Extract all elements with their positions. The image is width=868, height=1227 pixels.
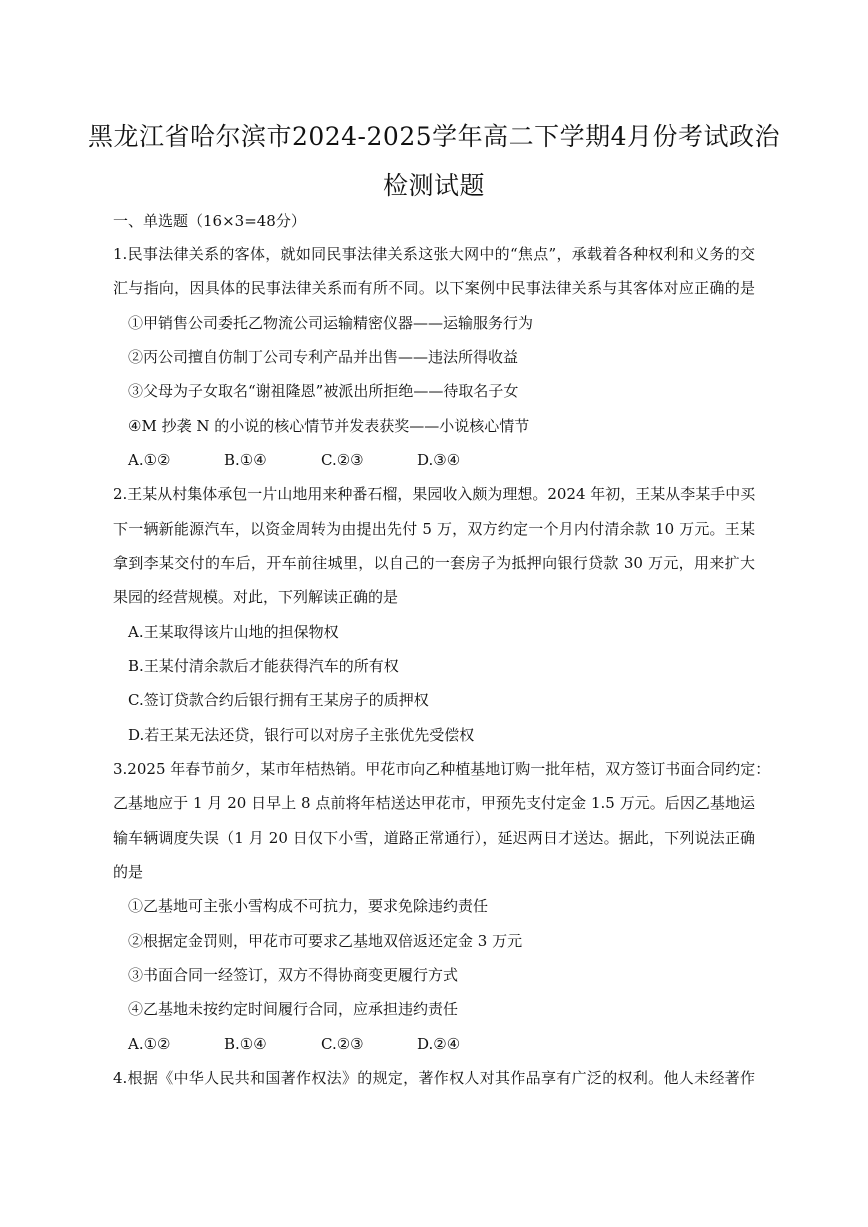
question-2-stem-line-3: 拿到李某交付的车后，开车前往城里，以自己的一套房子为抵押向银行贷款 30 万元，用来扩大	[113, 554, 755, 572]
question-3-item-4: ④乙基地未按约定时间履行合同，应承担违约责任	[128, 1000, 459, 1018]
question-3-item-1: ①乙基地可主张小雪构成不可抗力，要求免除违约责任	[128, 897, 489, 915]
question-1-item-4: ④M 抄袭 N 的小说的核心情节并发表获奖——小说核心情节	[128, 417, 530, 435]
page-title-line-2: 检测试题	[382, 171, 485, 200]
question-3-item-2: ②根据定金罚则，甲花市可要求乙基地双倍返还定金 3 万元	[128, 932, 523, 950]
question-1-item-2: ②丙公司擅自仿制丁公司专利产品并出售——违法所得收益	[128, 348, 519, 366]
choice-c: C.②③	[321, 1035, 364, 1053]
question-2-stem-line-4: 果园的经营规模。对此，下列解读正确的是	[113, 588, 399, 606]
choice-a: A.①②	[128, 1035, 171, 1053]
question-2-stem-line-1: 2.王某从村集体承包一片山地用来种番石榴，果园收入颇为理想。2024 年初，王某从李某手中买	[113, 485, 756, 503]
question-3-item-3: ③书面合同一经签订，双方不得协商变更履行方式	[128, 966, 459, 984]
choice-b: B.①④	[224, 451, 267, 469]
question-3-stem-line-2: 乙基地应于 1 月 20 日早上 8 点前将年桔送达甲花市，甲预先支付定金 1.5 万元。后因乙基地运	[113, 794, 755, 812]
choice-a: A.①②	[128, 451, 171, 469]
choice-d: D.③④	[417, 451, 461, 469]
question-2-stem-line-2: 下一辆新能源汽车，以资金周转为由提出先付 5 万，双方约定一个月内付清余款 10 万元。王某	[113, 520, 755, 538]
question-2-option-d: D.若王某无法还贷，银行可以对房子主张优先受偿权	[128, 726, 475, 744]
question-2-option-b: B.王某付清余款后才能获得汽车的所有权	[128, 657, 399, 675]
question-3-stem-line-3: 输车辆调度失误（1 月 20 日仅下小雪，道路正常通行），延迟两日才送达。据此，下列说法正确	[113, 829, 755, 847]
question-1-item-1: ①甲销售公司委托乙物流公司运输精密仪器——运输服务行为	[128, 314, 534, 332]
question-2-option-c: C.签订贷款合约后银行拥有王某房子的质押权	[128, 691, 429, 709]
question-2-option-a: A.王某取得该片山地的担保物权	[128, 623, 339, 641]
choice-c: C.②③	[321, 451, 364, 469]
question-4-stem-line-1: 4.根据《中华人民共和国著作权法》的规定，著作权人对其作品享有广泛的权利。他人未经著作	[113, 1069, 755, 1087]
page-title-line-1: 黑龙江省哈尔滨市2024-2025学年高二下学期4月份考试政治	[87, 122, 781, 151]
question-3-stem-line-4: 的是	[113, 863, 144, 881]
question-3-stem-line-1: 3.2025 年春节前夕，某市年桔热销。甲花市向乙种植基地订购一批年桔，双方签订书面合同约定：	[113, 760, 771, 778]
choice-d: D.②④	[417, 1035, 461, 1053]
choice-b: B.①④	[224, 1035, 267, 1053]
section-heading: 一、单选题（16×3=48分）	[113, 212, 306, 230]
question-1-stem-line-2: 汇与指向，因具体的民事法律关系而有所不同。以下案例中民事法律关系与其客体对应正确的是	[113, 279, 755, 297]
question-1-stem-line-1: 1.民事法律关系的客体，就如同民事法律关系这张大网中的“焦点”，承载着各种权利和义务的交	[113, 245, 755, 263]
question-1-item-3: ③父母为子女取名“谢祖隆恩”被派出所拒绝——待取名子女	[128, 382, 519, 400]
